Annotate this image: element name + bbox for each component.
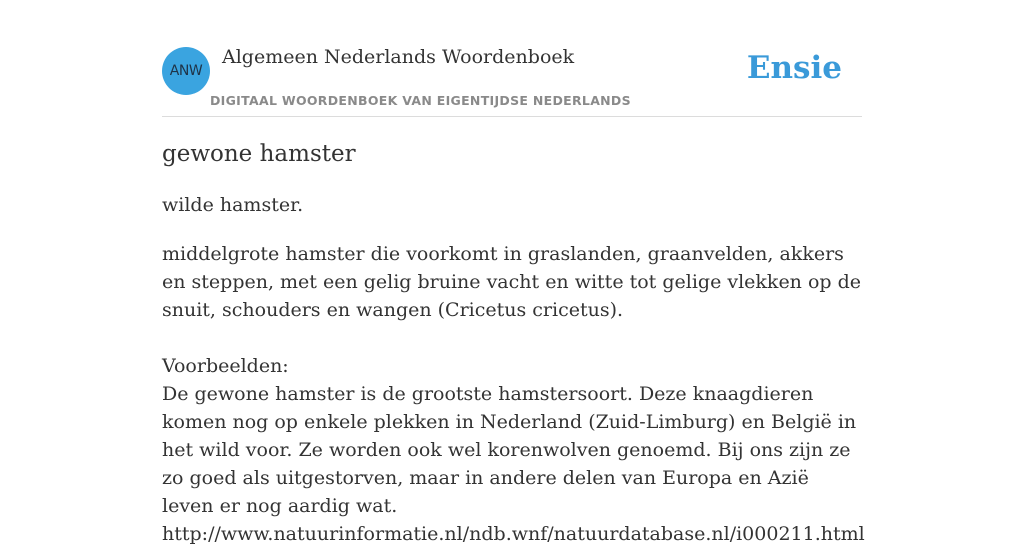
page xyxy=(162,0,865,545)
definition: middelgrote hamster die voorkomt in graslanden, graanvelden, akkers en steppen, met een gelig bruine vacht en witte tot gelige vlekken op de snuit, schouders en wangen (Cricetus cricetus). xyxy=(162,243,862,321)
synonym: wilde hamster. xyxy=(162,194,304,216)
source-link[interactable]: http://www.natuurinformatie.nl/ndb.wnf/natuurdatabase.nl/i000211.html xyxy=(162,523,865,545)
site-title[interactable]: Algemeen Nederlands Woordenboek xyxy=(222,46,575,68)
ensie-brand-logo[interactable]: Ensie xyxy=(746,50,842,86)
headword: gewone hamster xyxy=(162,141,356,167)
site-subtitle: DIGITAAL WOORDENBOEK VAN EIGENTIJDSE NEDERLANDS xyxy=(210,93,631,108)
examples-label: Voorbeelden: xyxy=(162,355,289,377)
example-text: De gewone hamster is de grootste hamstersoort. Deze knaagdieren komen nog op enkele plekken in Nederland (Zuid-Limburg) en België in het wild voor. Ze worden ook wel korenwolven genoemd. Bij ons zijn ze zo goed als uitgestorven, maar in andere delen van Europa en Azië leven er nog aardig wat. xyxy=(162,383,857,517)
entry-body xyxy=(162,240,865,548)
anw-logo[interactable]: ANW xyxy=(162,47,210,95)
header xyxy=(162,0,862,117)
spacer xyxy=(162,324,862,352)
